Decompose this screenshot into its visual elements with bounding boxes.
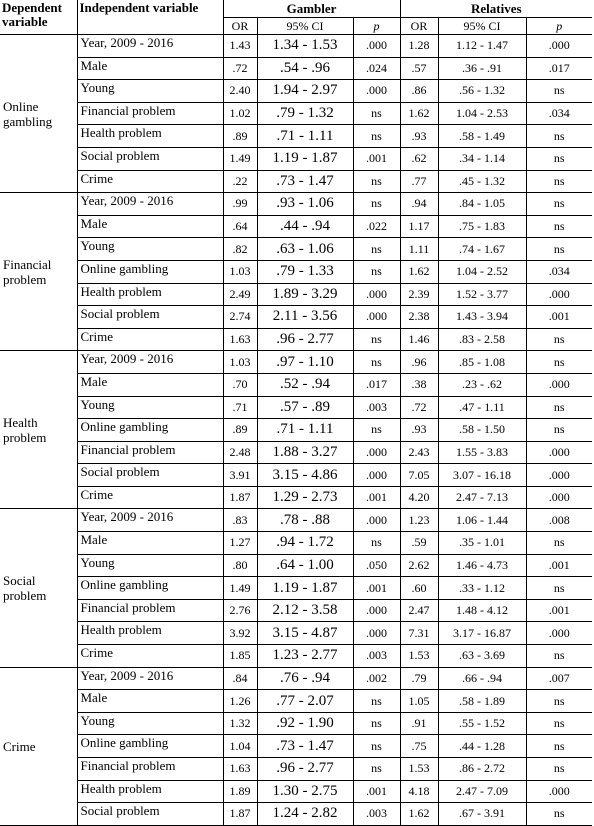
gambler-p-cell: ns [353, 735, 400, 758]
gambler-or-cell: 1.49 [223, 577, 257, 600]
table-row [0, 577, 592, 600]
gambler-ci-cell: .54 - .96 [257, 57, 353, 80]
relatives-or-cell: 1.28 [400, 35, 438, 58]
dependent-variable-cell: Social problem [0, 509, 77, 667]
gambler-p-cell: .001 [353, 780, 400, 803]
gambler-p-cell: .001 [353, 577, 400, 600]
relatives-or-cell: 1.53 [400, 645, 438, 668]
relatives-or-cell: 7.31 [400, 622, 438, 645]
table-row [0, 193, 592, 216]
relatives-or-cell: .94 [400, 193, 438, 216]
relatives-p-cell: .000 [526, 486, 592, 509]
gambler-p-cell: .024 [353, 57, 400, 80]
gambler-or-cell: .83 [223, 509, 257, 532]
gambler-ci-cell: 1.88 - 3.27 [257, 441, 353, 464]
relatives-ci-cell: .45 - 1.32 [438, 170, 526, 193]
relatives-ci-cell: .36 - .91 [438, 57, 526, 80]
relatives-or-cell: .75 [400, 735, 438, 758]
gambler-p-cell: .000 [353, 509, 400, 532]
relatives-p-cell: .000 [526, 283, 592, 306]
table-row [0, 80, 592, 103]
relatives-ci-cell: .83 - 2.58 [438, 328, 526, 351]
relatives-p-cell: ns [526, 238, 592, 261]
table-row [0, 780, 592, 803]
gambler-ci-cell: .44 - .94 [257, 215, 353, 238]
gambler-p-cell: .003 [353, 396, 400, 419]
relatives-or-cell: .91 [400, 712, 438, 735]
gambler-or-cell: 3.91 [223, 464, 257, 487]
gambler-or-cell: 1.87 [223, 486, 257, 509]
relatives-p-cell: ns [526, 125, 592, 148]
gambler-p-cell: ns [353, 238, 400, 261]
independent-variable-cell: Financial problem [77, 441, 223, 464]
relatives-p-cell: .000 [526, 464, 592, 487]
relatives-or-cell: 1.53 [400, 758, 438, 781]
independent-variable-cell: Social problem [77, 803, 223, 826]
gambler-or-cell: .72 [223, 57, 257, 80]
table-row [0, 260, 592, 283]
relatives-p-cell: ns [526, 690, 592, 713]
table-row [0, 645, 592, 668]
gambler-p-cell: ns [353, 419, 400, 442]
independent-variable-cell: Year, 2009 - 2016 [77, 509, 223, 532]
independent-variable-cell: Financial problem [77, 758, 223, 781]
relatives-or-cell: .79 [400, 667, 438, 690]
relatives-ci-cell: .33 - 1.12 [438, 577, 526, 600]
gambler-p-cell: .001 [353, 147, 400, 170]
gambler-or-cell: .84 [223, 667, 257, 690]
gambler-or-cell: 1.32 [223, 712, 257, 735]
independent-variable-cell: Young [77, 554, 223, 577]
dependent-variable-cell: Crime [0, 667, 77, 825]
gambler-p-cell: .022 [353, 215, 400, 238]
gambler-or-cell: 2.40 [223, 80, 257, 103]
gambler-p-header: p [353, 18, 400, 35]
dependent-variable-header: Dependent variable [0, 0, 77, 35]
gambler-ci-cell: 1.23 - 2.77 [257, 645, 353, 668]
gambler-p-cell: .003 [353, 645, 400, 668]
independent-variable-cell: Young [77, 238, 223, 261]
dependent-variable-cell: Online gambling [0, 35, 77, 193]
relatives-ci-cell: 1.06 - 1.44 [438, 509, 526, 532]
gambler-p-cell: ns [353, 758, 400, 781]
dependent-variable-cell: Health problem [0, 351, 77, 509]
gambler-or-cell: .22 [223, 170, 257, 193]
gambler-p-cell: .001 [353, 486, 400, 509]
table-row [0, 712, 592, 735]
gambler-or-cell: 3.92 [223, 622, 257, 645]
relatives-or-cell: .93 [400, 125, 438, 148]
relatives-p-cell: ns [526, 193, 592, 216]
gambler-ci-cell: .96 - 2.77 [257, 328, 353, 351]
table-row [0, 283, 592, 306]
gambler-or-cell: .70 [223, 373, 257, 396]
gambler-or-cell: .64 [223, 215, 257, 238]
gambler-or-cell: 1.89 [223, 780, 257, 803]
relatives-p-cell: ns [526, 712, 592, 735]
relatives-or-cell: 4.18 [400, 780, 438, 803]
relatives-or-cell: 1.23 [400, 509, 438, 532]
gambler-or-cell: 1.26 [223, 690, 257, 713]
relatives-ci-cell: .58 - 1.89 [438, 690, 526, 713]
relatives-p-cell: ns [526, 735, 592, 758]
gambler-or-cell: .80 [223, 554, 257, 577]
table-row [0, 554, 592, 577]
gambler-or-cell: 2.48 [223, 441, 257, 464]
relatives-ci-cell: .34 - 1.14 [438, 147, 526, 170]
relatives-p-cell: .001 [526, 599, 592, 622]
relatives-p-cell: ns [526, 532, 592, 555]
gambler-ci-cell: 1.19 - 1.87 [257, 577, 353, 600]
gambler-ci-cell: .57 - .89 [257, 396, 353, 419]
relatives-ci-cell: 2.47 - 7.13 [438, 486, 526, 509]
gambler-ci-cell: .93 - 1.06 [257, 193, 353, 216]
header-row [0, 0, 592, 18]
relatives-p-cell: ns [526, 577, 592, 600]
gambler-p-cell: .000 [353, 441, 400, 464]
gambler-ci-cell: .96 - 2.77 [257, 758, 353, 781]
table-row [0, 622, 592, 645]
relatives-p-cell: ns [526, 396, 592, 419]
independent-variable-cell: Male [77, 690, 223, 713]
gambler-ci-cell: 1.19 - 1.87 [257, 147, 353, 170]
gambler-or-cell: 1.63 [223, 328, 257, 351]
gambler-or-cell: .99 [223, 193, 257, 216]
table-body [0, 35, 592, 826]
relatives-or-cell: 2.47 [400, 599, 438, 622]
gambler-ci-cell: .73 - 1.47 [257, 735, 353, 758]
relatives-ci-cell: .56 - 1.32 [438, 80, 526, 103]
relatives-ci-cell: .23 - .62 [438, 373, 526, 396]
gambler-or-cell: .82 [223, 238, 257, 261]
gambler-p-cell: .000 [353, 283, 400, 306]
gambler-or-cell: 1.43 [223, 35, 257, 58]
gambler-p-cell: .000 [353, 622, 400, 645]
gambler-or-cell: 1.63 [223, 758, 257, 781]
relatives-p-cell: ns [526, 645, 592, 668]
table-row [0, 486, 592, 509]
gambler-or-cell: 1.49 [223, 147, 257, 170]
relatives-p-cell: ns [526, 80, 592, 103]
gambler-p-cell: .050 [353, 554, 400, 577]
relatives-ci-cell: 1.52 - 3.77 [438, 283, 526, 306]
relatives-ci-cell: 1.55 - 3.83 [438, 441, 526, 464]
independent-variable-cell: Crime [77, 170, 223, 193]
gambler-p-cell: .000 [353, 80, 400, 103]
relatives-ci-cell: .66 - .94 [438, 667, 526, 690]
table-row [0, 735, 592, 758]
relatives-p-cell: .017 [526, 57, 592, 80]
gambler-ci-cell: .71 - 1.11 [257, 419, 353, 442]
independent-variable-cell: Health problem [77, 283, 223, 306]
gambler-p-cell: .000 [353, 599, 400, 622]
gambler-p-cell: .000 [353, 464, 400, 487]
relatives-ci-cell: 1.04 - 2.52 [438, 260, 526, 283]
gambler-ci-cell: 2.12 - 3.58 [257, 599, 353, 622]
relatives-p-cell: .000 [526, 373, 592, 396]
independent-variable-cell: Social problem [77, 306, 223, 329]
relatives-p-cell: .008 [526, 509, 592, 532]
table-row [0, 464, 592, 487]
independent-variable-cell: Financial problem [77, 599, 223, 622]
gambler-p-cell: ns [353, 125, 400, 148]
gambler-or-cell: 1.27 [223, 532, 257, 555]
gambler-ci-cell: 1.29 - 2.73 [257, 486, 353, 509]
gambler-ci-cell: .79 - 1.33 [257, 260, 353, 283]
independent-variable-cell: Online gambling [77, 260, 223, 283]
relatives-p-cell: .000 [526, 622, 592, 645]
independent-variable-cell: Male [77, 57, 223, 80]
gambler-ci-cell: 1.24 - 2.82 [257, 803, 353, 826]
gambler-ci-cell: .79 - 1.32 [257, 102, 353, 125]
relatives-p-cell: .034 [526, 102, 592, 125]
gambler-ci-cell: .76 - .94 [257, 667, 353, 690]
independent-variable-cell: Online gambling [77, 577, 223, 600]
table-row [0, 57, 592, 80]
relatives-p-cell: .034 [526, 260, 592, 283]
independent-variable-cell: Crime [77, 328, 223, 351]
relatives-or-cell: 1.62 [400, 803, 438, 826]
independent-variable-cell: Health problem [77, 780, 223, 803]
relatives-ci-cell: .67 - 3.91 [438, 803, 526, 826]
gambler-ci-cell: .78 - .88 [257, 509, 353, 532]
table-row [0, 509, 592, 532]
relatives-p-cell: .001 [526, 306, 592, 329]
relatives-p-cell: .000 [526, 780, 592, 803]
relatives-or-cell: .72 [400, 396, 438, 419]
gambler-or-cell: .89 [223, 419, 257, 442]
independent-variable-cell: Online gambling [77, 419, 223, 442]
relatives-or-cell: 2.39 [400, 283, 438, 306]
relatives-ci-cell: .63 - 3.69 [438, 645, 526, 668]
relatives-header: Relatives [470, 0, 522, 16]
gambler-ci-cell: .73 - 1.47 [257, 170, 353, 193]
gambler-or-cell: 2.76 [223, 599, 257, 622]
relatives-ci-cell: .85 - 1.08 [438, 351, 526, 374]
relatives-p-cell: ns [526, 351, 592, 374]
relatives-or-cell: 2.43 [400, 441, 438, 464]
relatives-p-cell: ns [526, 215, 592, 238]
relatives-p-cell: ns [526, 170, 592, 193]
relatives-ci-cell: .74 - 1.67 [438, 238, 526, 261]
relatives-p-cell: ns [526, 328, 592, 351]
relatives-ci-cell: 3.17 - 16.87 [438, 622, 526, 645]
table-row [0, 690, 592, 713]
relatives-ci-cell: 3.07 - 16.18 [438, 464, 526, 487]
gambler-ci-cell: .64 - 1.00 [257, 554, 353, 577]
gambler-p-cell: .000 [353, 35, 400, 58]
gambler-p-cell: .003 [353, 803, 400, 826]
relatives-or-header: OR [400, 18, 438, 35]
table-row [0, 599, 592, 622]
table-row [0, 328, 592, 351]
relatives-or-cell: 2.62 [400, 554, 438, 577]
table-row [0, 102, 592, 125]
independent-variable-cell: Year, 2009 - 2016 [77, 193, 223, 216]
relatives-p-header: p [526, 18, 592, 35]
relatives-or-cell: 1.62 [400, 260, 438, 283]
independent-variable-cell: Financial problem [77, 102, 223, 125]
relatives-or-cell: 2.38 [400, 306, 438, 329]
relatives-or-cell: 1.17 [400, 215, 438, 238]
gambler-ci-cell: .52 - .94 [257, 373, 353, 396]
independent-variable-cell: Social problem [77, 464, 223, 487]
relatives-ci-cell: .44 - 1.28 [438, 735, 526, 758]
independent-variable-cell: Crime [77, 645, 223, 668]
relatives-ci-cell: 1.04 - 2.53 [438, 102, 526, 125]
gambler-or-cell: 1.02 [223, 102, 257, 125]
gambler-p-cell: ns [353, 532, 400, 555]
independent-variable-cell: Health problem [77, 125, 223, 148]
gambler-p-cell: ns [353, 351, 400, 374]
table-row [0, 35, 592, 58]
relatives-or-cell: .96 [400, 351, 438, 374]
independent-variable-cell: Online gambling [77, 735, 223, 758]
gambler-p-cell: ns [353, 193, 400, 216]
relatives-ci-cell: 1.12 - 1.47 [438, 35, 526, 58]
table-row [0, 532, 592, 555]
gambler-ci-cell: .97 - 1.10 [257, 351, 353, 374]
gambler-p-cell: ns [353, 260, 400, 283]
dependent-variable-cell: Financial problem [0, 193, 77, 351]
relatives-ci-cell: 1.43 - 3.94 [438, 306, 526, 329]
table-row [0, 667, 592, 690]
gambler-or-cell: 2.49 [223, 283, 257, 306]
relatives-ci-cell: 2.47 - 7.09 [438, 780, 526, 803]
independent-variable-cell: Year, 2009 - 2016 [77, 667, 223, 690]
gambler-p-cell: ns [353, 328, 400, 351]
relatives-or-cell: .57 [400, 57, 438, 80]
relatives-p-cell: .000 [526, 441, 592, 464]
gambler-header: Gambler [223, 0, 400, 18]
table-row [0, 351, 592, 374]
gambler-p-cell: ns [353, 690, 400, 713]
table-row [0, 125, 592, 148]
relatives-or-cell: 1.62 [400, 102, 438, 125]
gambler-ci-cell: .94 - 1.72 [257, 532, 353, 555]
relatives-or-cell: 1.46 [400, 328, 438, 351]
relatives-p-cell: ns [526, 147, 592, 170]
table-row [0, 396, 592, 419]
independent-variable-cell: Young [77, 712, 223, 735]
gambler-ci-cell: 2.11 - 3.56 [257, 306, 353, 329]
gambler-or-cell: .89 [223, 125, 257, 148]
gambler-p-cell: .000 [353, 306, 400, 329]
gambler-p-cell: .017 [353, 373, 400, 396]
relatives-or-cell: 7.05 [400, 464, 438, 487]
table-row [0, 419, 592, 442]
table-row [0, 803, 592, 826]
gambler-ci-cell: .63 - 1.06 [257, 238, 353, 261]
gambler-or-cell: 1.03 [223, 260, 257, 283]
relatives-p-cell: ns [526, 758, 592, 781]
gambler-ci-cell: .77 - 2.07 [257, 690, 353, 713]
gambler-p-cell: ns [353, 170, 400, 193]
relatives-p-cell: .000 [526, 35, 592, 58]
relatives-ci-cell: 1.46 - 4.73 [438, 554, 526, 577]
independent-variable-cell: Crime [77, 486, 223, 509]
gambler-or-cell: .71 [223, 396, 257, 419]
table-row [0, 238, 592, 261]
independent-variable-cell: Health problem [77, 622, 223, 645]
independent-variable-cell: Young [77, 80, 223, 103]
independent-variable-cell: Year, 2009 - 2016 [77, 351, 223, 374]
gambler-ci-cell: 1.30 - 2.75 [257, 780, 353, 803]
relatives-ci-cell: .58 - 1.50 [438, 419, 526, 442]
gambler-or-cell: 1.03 [223, 351, 257, 374]
gambler-or-cell: 1.87 [223, 803, 257, 826]
table-row [0, 758, 592, 781]
relatives-or-cell: .60 [400, 577, 438, 600]
gambler-p-cell: ns [353, 102, 400, 125]
gambler-or-cell: 2.74 [223, 306, 257, 329]
relatives-ci-cell: .86 - 2.72 [438, 758, 526, 781]
gambler-ci-cell: .71 - 1.11 [257, 125, 353, 148]
gambler-ci-cell: 1.89 - 3.29 [257, 283, 353, 306]
independent-variable-cell: Year, 2009 - 2016 [77, 35, 223, 58]
relatives-or-cell: 1.11 [400, 238, 438, 261]
relatives-ci-cell: .55 - 1.52 [438, 712, 526, 735]
table-row [0, 306, 592, 329]
relatives-ci-cell: .47 - 1.11 [438, 396, 526, 419]
relatives-p-cell: ns [526, 803, 592, 826]
independent-variable-header: Independent variable [77, 0, 223, 35]
relatives-ci-cell: .35 - 1.01 [438, 532, 526, 555]
gambler-or-cell: 1.85 [223, 645, 257, 668]
gambler-p-cell: .002 [353, 667, 400, 690]
relatives-or-cell: .93 [400, 419, 438, 442]
gambler-p-cell: ns [353, 712, 400, 735]
relatives-ci-cell: .58 - 1.49 [438, 125, 526, 148]
independent-variable-cell: Male [77, 373, 223, 396]
relatives-or-cell: 4.20 [400, 486, 438, 509]
gambler-ci-cell: 1.34 - 1.53 [257, 35, 353, 58]
gambler-ci-cell: 3.15 - 4.86 [257, 464, 353, 487]
gambler-or-header: OR [223, 18, 257, 35]
relatives-ci-cell: .75 - 1.83 [438, 215, 526, 238]
table-row [0, 147, 592, 170]
gambler-ci-cell: .92 - 1.90 [257, 712, 353, 735]
relatives-or-cell: .62 [400, 147, 438, 170]
table-row [0, 441, 592, 464]
relatives-ci-cell: .84 - 1.05 [438, 193, 526, 216]
table-row [0, 373, 592, 396]
independent-variable-cell: Young [77, 396, 223, 419]
relatives-p-cell: ns [526, 419, 592, 442]
independent-variable-cell: Male [77, 532, 223, 555]
relatives-or-cell: .86 [400, 80, 438, 103]
relatives-or-cell: .38 [400, 373, 438, 396]
independent-variable-cell: Male [77, 215, 223, 238]
gambler-ci-cell: 1.94 - 2.97 [257, 80, 353, 103]
relatives-ci-header: 95% CI [438, 18, 526, 35]
relatives-or-cell: .59 [400, 532, 438, 555]
relatives-ci-cell: 1.48 - 4.12 [438, 599, 526, 622]
relatives-p-cell: .007 [526, 667, 592, 690]
relatives-p-cell: .001 [526, 554, 592, 577]
relatives-or-cell: .77 [400, 170, 438, 193]
table-row [0, 215, 592, 238]
relatives-or-cell: 1.05 [400, 690, 438, 713]
gambler-ci-cell: 3.15 - 4.87 [257, 622, 353, 645]
table-row [0, 170, 592, 193]
independent-variable-cell: Social problem [77, 147, 223, 170]
gambler-or-cell: 1.04 [223, 735, 257, 758]
gambler-ci-header: 95% CI [257, 18, 353, 35]
